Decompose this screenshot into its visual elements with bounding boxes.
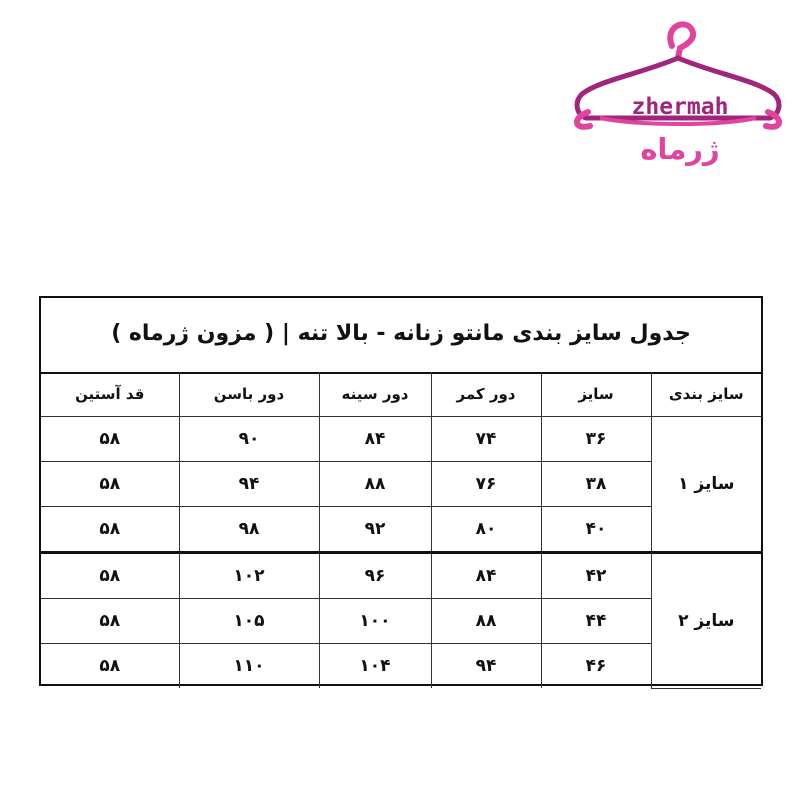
group-label: سایز ۲ [651,553,761,689]
group-label: سایز ۱ [651,417,761,553]
cell-chest: ۹۶ [319,553,431,599]
cell-waist: ۷۶ [431,462,541,507]
size-table [41,372,761,689]
cell-hip: ۹۴ [179,462,319,507]
cell-chest: ۱۰۴ [319,644,431,689]
cell-waist: ۸۸ [431,599,541,644]
header-row [41,372,761,417]
size-chart [39,296,763,686]
cell-sleeve: ۵۸ [41,553,179,599]
header-sleeve: قد آستین [41,372,179,417]
cell-hip: ۱۰۵ [179,599,319,644]
cell-sleeve: ۵۸ [41,417,179,462]
logo-latin-name: zhermah [631,94,729,120]
cell-size: ۴۴ [541,599,651,644]
header-size-group: سایز بندی [651,372,761,417]
cell-size: ۴۶ [541,644,651,689]
cell-size: ۴۲ [541,553,651,599]
cell-chest: ۹۲ [319,507,431,553]
brand-logo [560,14,800,174]
size-chart-title: جدول سایز بندی مانتو زنانه - بالا تنه | ( مزون ژرماه ) [41,298,761,374]
cell-waist: ۹۴ [431,644,541,689]
table-row [41,417,761,462]
cell-hip: ۱۰۲ [179,553,319,599]
cell-chest: ۸۴ [319,417,431,462]
cell-sleeve: ۵۸ [41,599,179,644]
cell-chest: ۸۸ [319,462,431,507]
cell-sleeve: ۵۸ [41,462,179,507]
cell-waist: ۸۴ [431,553,541,599]
header-hip: دور باسن [179,372,319,417]
cell-size: ۳۶ [541,417,651,462]
cell-waist: ۷۴ [431,417,541,462]
cell-sleeve: ۵۸ [41,644,179,689]
header-chest: دور سینه [319,372,431,417]
cell-hip: ۱۱۰ [179,644,319,689]
cell-hip: ۹۸ [179,507,319,553]
cell-chest: ۱۰۰ [319,599,431,644]
header-size: سایز [541,372,651,417]
table-row [41,553,761,599]
cell-size: ۳۸ [541,462,651,507]
cell-size: ۴۰ [541,507,651,553]
logo-persian-name: ژرماه [640,132,720,166]
cell-sleeve: ۵۸ [41,507,179,553]
cell-waist: ۸۰ [431,507,541,553]
cell-hip: ۹۰ [179,417,319,462]
header-waist: دور کمر [431,372,541,417]
